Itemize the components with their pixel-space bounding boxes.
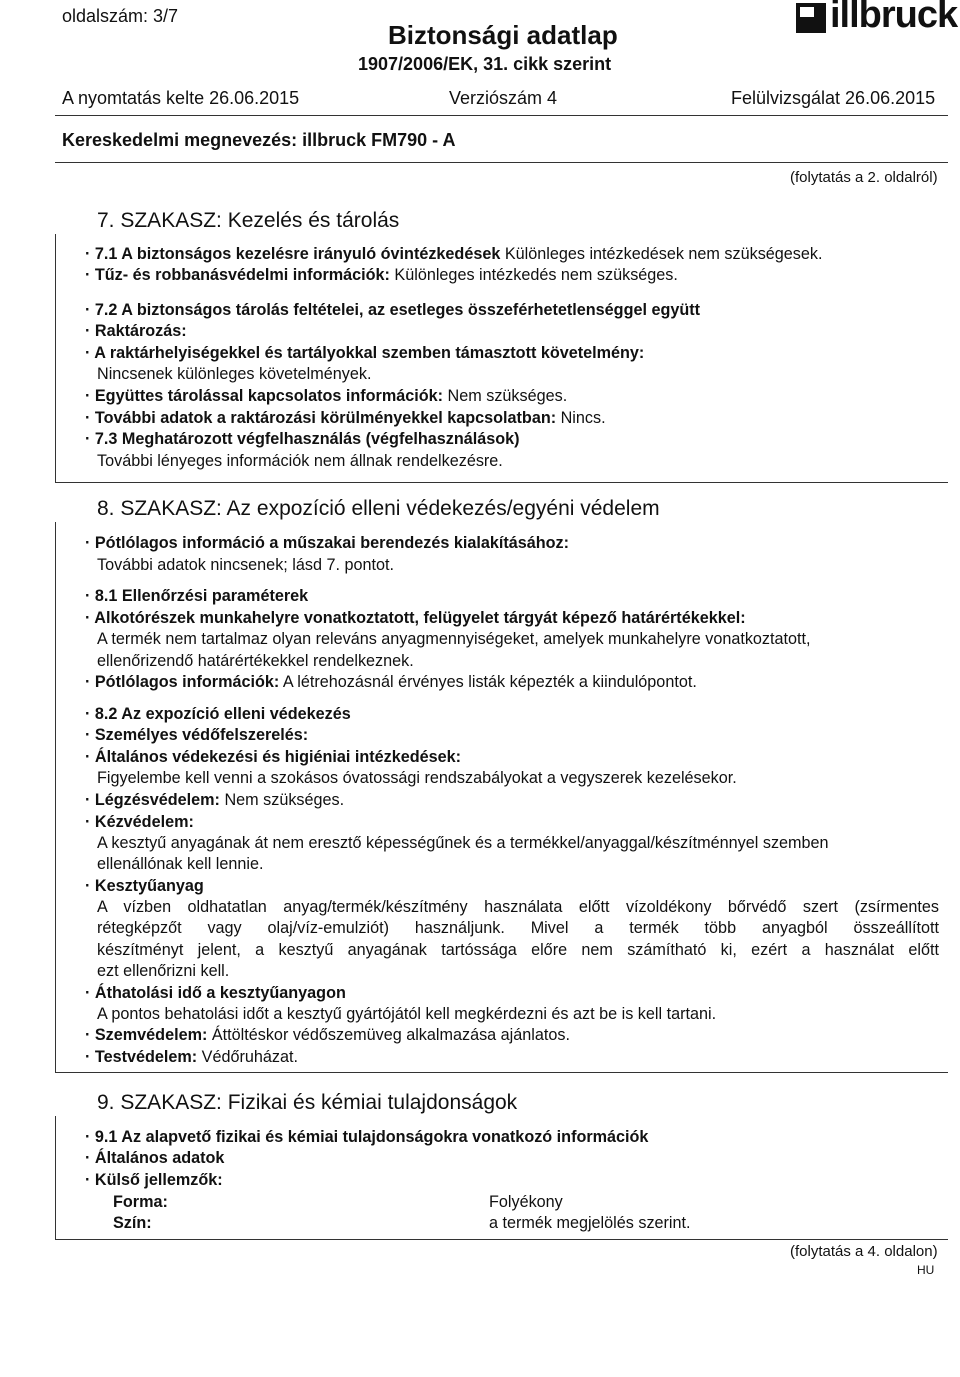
s8-line-ppe: · Személyes védőfelszerelés:	[85, 726, 309, 744]
s8-line-components-text-2: ellenőrizendő határértékekkel rendelkeznek.	[97, 652, 414, 670]
trade-name-divider	[55, 162, 948, 163]
s8-line-glove-material: · Kesztyűanyag	[85, 877, 204, 895]
section-8-frame-left	[55, 522, 56, 1072]
s9-color-label: Szín:	[113, 1214, 152, 1232]
continued-to-note: (folytatás a 4. oldalon)	[790, 1243, 938, 1260]
s8-line-glove-text-3: készítményt jelent, a kesztyű anyagának tartóssága előre nem számítható ki, ezért a használat előtt	[97, 941, 939, 959]
language-code: HU	[917, 1263, 935, 1277]
s9-line-general: · Általános adatok	[85, 1149, 225, 1167]
section-9-frame-bottom	[55, 1239, 948, 1240]
section-8-title: 8. SZAKASZ: Az expozíció elleni védekezés/egyéni védelem	[97, 497, 660, 520]
s8-line-additional-info: · Pótlólagos információk: A létrehozásnál érvényes listák képezték a kiindulópontot.	[85, 673, 697, 691]
s8-line-respiratory: · Légzésvédelem: Nem szükséges.	[85, 791, 345, 809]
s8-line-8-2: · 8.2 Az expozíció elleni védekezés	[85, 705, 351, 723]
s8-line-penetration-time: · Áthatolási idő a kesztyűanyagon	[85, 984, 346, 1002]
section-7-title: 7. SZAKASZ: Kezelés és tárolás	[97, 209, 400, 232]
s8-line-glove-text-1: A vízben oldhatatlan anyag/termék/készítmény használata előtt vízoldékony bőrvédő szert (zsírmentes	[97, 898, 939, 916]
s8-line-components-text-1: A termék nem tartalmaz olyan releváns anyagmennyiségeket, amelyek munkahelyre vonatkoztatott,	[97, 630, 811, 648]
s8-line-hygiene-text: Figyelembe kell venni a szokásos óvatossági rendszabályokat a vegyszerek kezelésekor.	[97, 769, 737, 787]
section-7-frame-bottom	[55, 482, 948, 483]
section-7-frame-left	[55, 234, 56, 482]
header-divider	[55, 115, 948, 116]
s7-line-7-1: · 7.1 A biztonságos kezelésre irányuló óvintézkedések Különleges intézkedések nem szükségesek.	[85, 245, 823, 263]
s8-line-eye-protection: · Szemvédelem: Áttöltéskor védőszemüveg alkalmazása ajánlatos.	[85, 1026, 570, 1044]
section-9-frame-left	[55, 1116, 56, 1239]
s7-line-fire: · Tűz- és robbanásvédelmi információk: Különleges intézkedés nem szükséges.	[85, 266, 678, 284]
s8-line-glove-text-2: rétegképzőt vagy olaj/víz-emulziót) használjunk. Mivel a termék több anyagból összeállított	[97, 919, 939, 937]
s7-line-no-requirements: Nincsenek különleges követelmények.	[97, 365, 372, 383]
print-date: A nyomtatás kelte 26.06.2015	[62, 88, 300, 108]
s9-line-appearance: · Külső jellemzők:	[85, 1171, 223, 1189]
s7-line-storage: · Raktározás:	[85, 322, 187, 340]
s8-line-hand-text-2: ellenállónak kell lennie.	[97, 855, 264, 873]
section-8-frame-bottom	[55, 1072, 948, 1073]
s9-color-value: a termék megjelölés szerint.	[489, 1214, 691, 1232]
s8-line-penetration-text: A pontos behatolási időt a kesztyű gyártójától kell megkérdezni és azt be is kell tartani.	[97, 1005, 717, 1023]
s9-line-9-1: · 9.1 Az alapvető fizikai és kémiai tulajdonságokra vonatkozó információk	[85, 1128, 649, 1146]
s7-line-7-2: · 7.2 A biztonságos tárolás feltételei, az esetleges összeférhetetlenséggel együtt	[85, 301, 701, 319]
s8-line-8-1: · 8.1 Ellenőrzési paraméterek	[85, 587, 309, 605]
s8-line-see-7: További adatok nincsenek; lásd 7. pontot.	[97, 556, 394, 574]
s7-line-requirements: · A raktárhelyiségekkel és tartályokkal szemben támasztott követelmény:	[85, 344, 645, 362]
s7-line-no-info: További lényeges információk nem állnak rendelkezésre.	[97, 452, 503, 470]
document-title: Biztonsági adatlap	[388, 20, 618, 50]
s8-line-hygiene: · Általános védekezési és higiéniai intézkedések:	[85, 748, 462, 766]
s8-line-engineering: · Pótlólagos információ a műszakai berendezés kialakításához:	[85, 534, 569, 552]
version-number: Verziószám 4	[449, 88, 558, 108]
s8-line-components: · Alkotórészek munkahelyre vonatkoztatott, felügyelet tárgyát képező határértékekkel:	[85, 609, 746, 627]
regulation-reference: 1907/2006/EK, 31. cikk szerint	[358, 54, 612, 74]
s7-line-further-data: · További adatok a raktározási körülményekkel kapcsolatban: Nincs.	[85, 409, 606, 427]
trade-name: Kereskedelmi megnevezés: illbruck FM790 - A	[62, 130, 456, 150]
s8-line-glove-text-4: ezt ellenőrizni kell.	[97, 962, 230, 980]
s8-line-body-protection: · Testvédelem: Védőruházat.	[85, 1048, 298, 1066]
logo-wordmark: illbruck	[830, 0, 958, 36]
s8-line-hand-protection: · Kézvédelem:	[85, 813, 194, 831]
page-number: oldalszám: 3/7	[62, 6, 179, 26]
logo-mark	[796, 3, 826, 33]
continued-from-note: (folytatás a 2. oldalról)	[790, 169, 938, 186]
section-9-title: 9. SZAKASZ: Fizikai és kémiai tulajdonságok	[97, 1091, 518, 1114]
s7-line-7-3: · 7.3 Meghatározott végfelhasználás (végfelhasználások)	[85, 430, 520, 448]
s9-form-label: Forma:	[113, 1193, 168, 1211]
revision-date: Felülvizsgálat 26.06.2015	[731, 88, 936, 108]
s7-line-joint-storage: · Együttes tárolással kapcsolatos információk: Nem szükséges.	[85, 387, 568, 405]
s8-line-hand-text-1: A kesztyű anyagának át nem eresztő képességűnek és a termékkel/anyaggal/készítménnyel szemben	[97, 834, 829, 852]
s9-form-value: Folyékony	[489, 1193, 563, 1211]
